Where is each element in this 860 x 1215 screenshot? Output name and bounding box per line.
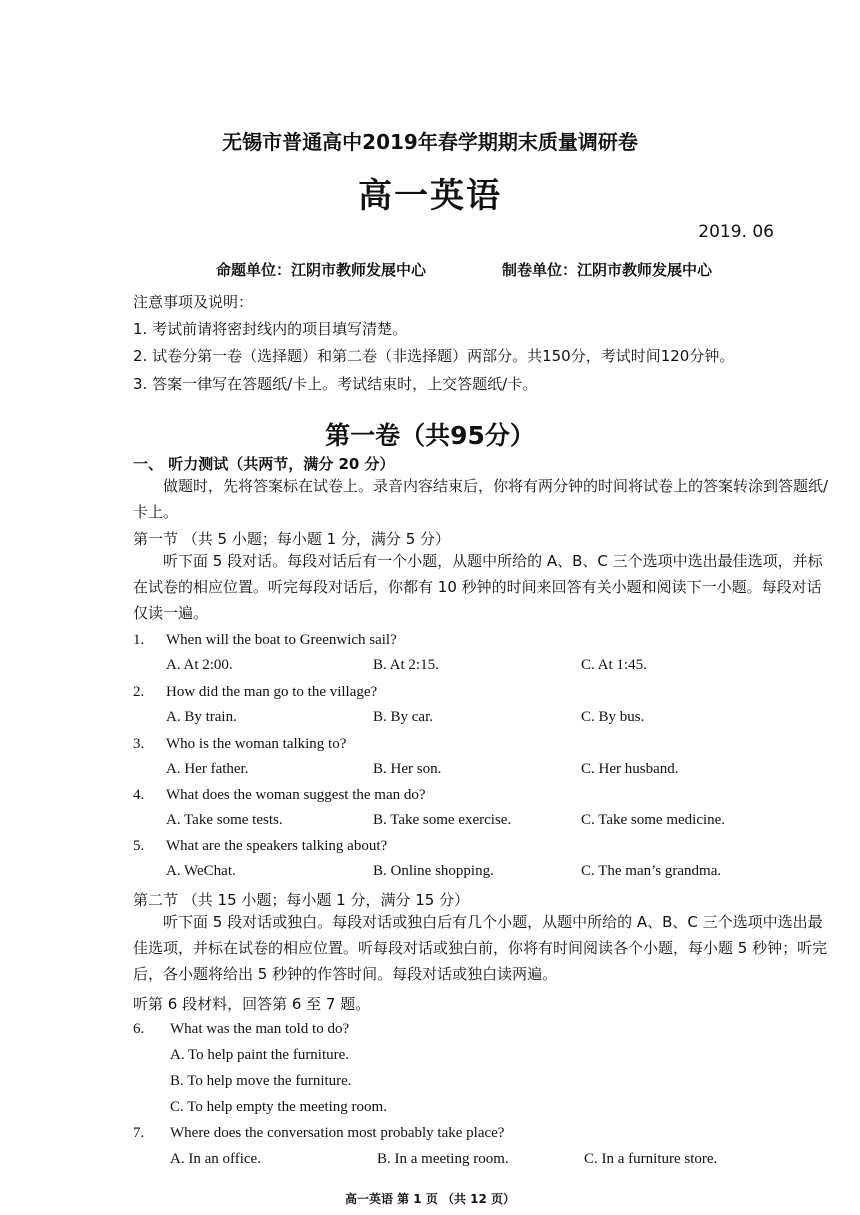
question-text: What are the speakers talking about? — [166, 838, 388, 854]
part-title: 第一卷（共95分） — [325, 421, 535, 450]
subject-title: 高一英语 — [358, 176, 502, 216]
question-text: What does the woman suggest the man do? — [166, 787, 426, 803]
material-heading: 听第 6 段材料，回答第 6 至 7 题。 — [133, 995, 371, 1013]
option-a: A. At 2:00. — [166, 657, 233, 673]
option-b: B. To help move the furniture. — [170, 1073, 352, 1089]
option-a: A. By train. — [166, 709, 237, 725]
option-c: C. The man’s grandma. — [581, 863, 722, 879]
section-intro: 做题时，先将答案标在试卷上。录音内容结束后，你将有两分钟的时间将试卷上的答案转涂到答题纸/卡上。 — [133, 477, 829, 521]
exam-date: 2019. 06 — [698, 222, 774, 242]
page-footer: 高一英语 第 1 页 （共 12 页） — [344, 1192, 516, 1206]
option-a: A. WeChat. — [166, 863, 236, 879]
option-b: B. At 2:15. — [373, 657, 439, 673]
option-b: B. Online shopping. — [373, 863, 494, 879]
option-b: B. In a meeting room. — [377, 1151, 509, 1167]
question-number: 5. — [133, 838, 145, 854]
question-text: How did the man go to the village? — [166, 684, 378, 700]
option-b: B. Take some exercise. — [373, 812, 512, 828]
option-a: A. To help paint the furniture. — [170, 1047, 350, 1063]
question-number: 2. — [133, 684, 145, 700]
notice-item: 1. 考试前请将密封线内的项目填写清楚。 — [133, 320, 408, 338]
question-text: Who is the woman talking to? — [166, 736, 347, 752]
maker-unit: 制卷单位：江阴市教师发展中心 — [502, 261, 713, 279]
sub2-intro: 听下面 5 段对话或独白。每段对话或独白后有几个小题，从题中所给的 A、B、C 三个选项中选出最佳选项，并标在试卷的相应位置。听每段对话或独白前，你将有时间阅读各个小题，每小题 5 秒钟；听完后，各小题将给出 5 秒钟的作答时间。每段对话或独白读两遍。 — [133, 913, 828, 983]
section-heading: 一、 听力测试（共两节，满分 20 分） — [133, 455, 395, 473]
question-number: 7. — [133, 1125, 145, 1141]
sub1-intro: 听下面 5 段对话。每段对话后有一个小题，从题中所给的 A、B、C 三个选项中选出最佳选项，并标在试卷的相应位置。听完每段对话后，你都有 10 秒钟的时间来回答有关小题和阅读下一小题。每段对话仅读一遍。 — [133, 552, 823, 622]
notice-heading: 注意事项及说明： — [133, 293, 254, 311]
question-number: 3. — [133, 736, 145, 752]
option-a: A. Her father. — [166, 761, 249, 777]
notice-item: 3. 答案一律写在答题纸/卡上。考试结束时，上交答题纸/卡。 — [133, 375, 538, 393]
notice-item: 2. 试卷分第一卷（选择题）和第二卷（非选择题）两部分。共150分，考试时间120分钟。 — [133, 347, 735, 365]
question-number: 6. — [133, 1021, 145, 1037]
option-c: C. Take some medicine. — [581, 812, 726, 828]
option-a: A. Take some tests. — [166, 812, 283, 828]
exam-title: 无锡市普通高中2019年春学期期末质量调研卷 — [222, 130, 638, 154]
option-b: B. Her son. — [373, 761, 442, 777]
question-text: When will the boat to Greenwich sail? — [166, 632, 397, 648]
option-c: C. By bus. — [581, 709, 645, 725]
option-c: C. At 1:45. — [581, 657, 647, 673]
question-number: 1. — [133, 632, 145, 648]
option-a: A. In an office. — [170, 1151, 261, 1167]
option-c: C. In a furniture store. — [584, 1151, 718, 1167]
sub2-heading: 第二节 （共 15 小题；每小题 1 分，满分 15 分） — [133, 891, 470, 909]
option-b: B. By car. — [373, 709, 433, 725]
sub1-heading: 第一节 （共 5 小题；每小题 1 分，满分 5 分） — [133, 530, 451, 548]
option-c: C. To help empty the meeting room. — [170, 1099, 387, 1115]
question-number: 4. — [133, 787, 145, 803]
question-text: Where does the conversation most probably take place? — [170, 1125, 505, 1141]
author-unit: 命题单位：江阴市教师发展中心 — [216, 261, 427, 279]
option-c: C. Her husband. — [581, 761, 679, 777]
question-text: What was the man told to do? — [170, 1021, 350, 1037]
